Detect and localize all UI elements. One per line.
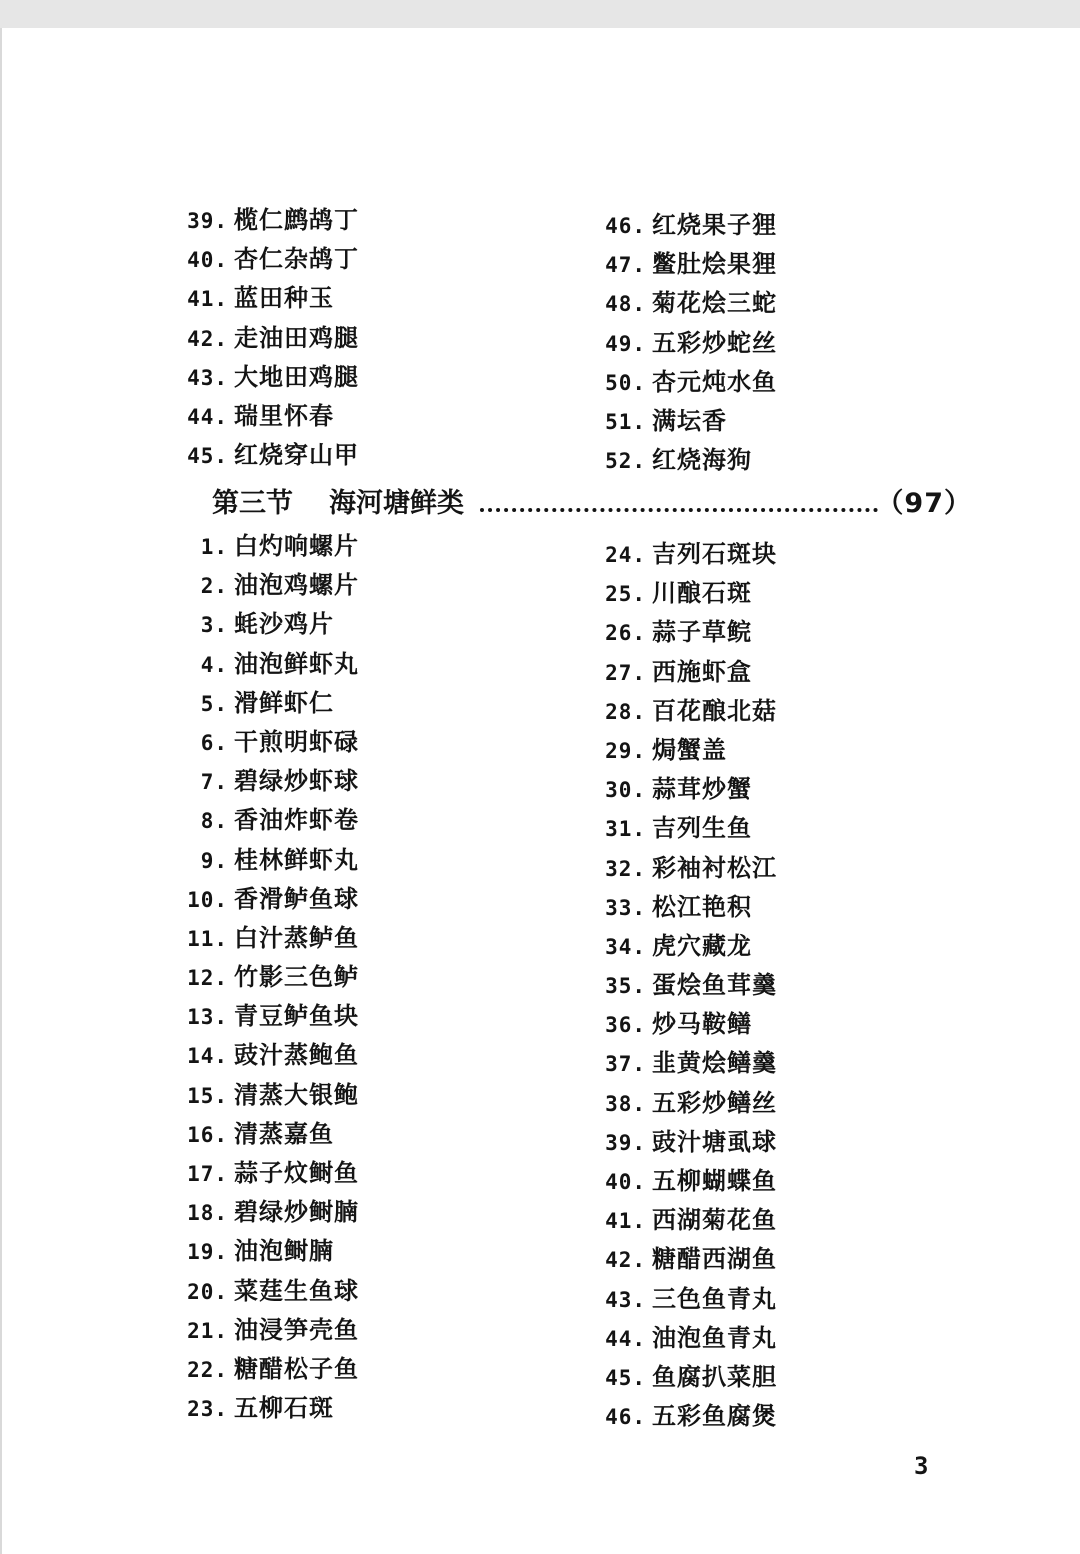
dish-name: 五彩炒鳝丝 [652,1087,777,1117]
list-item [172,996,359,1035]
dish-name: 鳖肚烩果狸 [652,249,777,279]
list-item [172,565,359,604]
dish-name: 榄仁鹧鸪丁 [234,205,359,234]
item-number: 1. [200,535,228,559]
dish-name: 蒜子草鲩 [652,617,752,647]
list-item [172,879,359,918]
item-number: 17. [187,1162,228,1186]
list-item [590,1318,777,1357]
dish-name: 滑鲜虾仁 [234,687,334,717]
list-item [172,800,359,839]
list-item [172,604,359,643]
item-number: 3. [200,613,228,638]
dish-name: 吉列石斑块 [652,539,777,568]
list-item [590,440,777,479]
list-item [590,1004,777,1043]
item-number: 48. [605,292,646,317]
item-number: 2. [200,574,228,599]
dish-name: 鱼腐扒菜胆 [652,1361,777,1391]
list-item [590,323,777,362]
dish-list-right [590,534,777,1435]
section-page-ref: （97） [876,488,972,519]
dish-name: 满坛香 [652,405,727,435]
dish-name: 五柳蝴蝶鱼 [652,1166,777,1195]
dish-name: 川酿石斑 [652,578,752,608]
item-number: 36. [605,1013,646,1038]
dish-name: 碧绿炒鲥腩 [234,1197,359,1227]
list-item [172,396,359,435]
item-number: 45. [605,1365,646,1390]
dish-name: 蒜茸炒蟹 [652,774,752,804]
list-item [172,200,359,239]
item-number: 38. [605,1091,646,1116]
dish-name: 油泡鱼青丸 [652,1322,777,1352]
item-number: 12. [187,966,228,991]
item-number: 19. [187,1240,228,1265]
dish-name: 油浸笋壳鱼 [234,1314,359,1344]
dish-name: 油泡鲜虾丸 [234,648,359,678]
list-item [172,683,359,722]
dish-name: 清蒸大银鲍 [234,1079,359,1109]
item-number: 39. [187,209,228,233]
item-number: 28. [605,699,646,724]
list-item [172,1153,359,1192]
item-number: 42. [605,1248,646,1273]
dish-name: 五彩鱼腐煲 [652,1401,777,1431]
dish-name: 糖醋松子鱼 [234,1353,359,1383]
list-item [172,1114,359,1153]
list-item [590,612,777,651]
list-item [590,205,777,244]
dish-name: 红烧果子狸 [652,210,777,239]
list-item [172,278,359,317]
item-number: 46. [605,214,646,238]
dish-name: 白汁蒸鲈鱼 [234,922,359,952]
list-item [172,918,359,957]
item-number: 16. [187,1122,228,1147]
item-number: 32. [605,856,646,881]
item-number: 50. [605,370,646,395]
item-number: 47. [605,253,646,278]
list-item [172,722,359,761]
item-number: 13. [187,1005,228,1030]
dish-name: 杏仁杂鸪丁 [234,244,359,274]
dish-name: 油泡鸡螺片 [234,570,359,600]
list-item [590,848,777,887]
dish-name: 大地田鸡腿 [234,361,359,391]
item-number: 45. [187,444,228,469]
dish-name: 瑞里怀春 [234,400,334,430]
dish-list-left [172,526,359,1427]
item-number: 40. [187,248,228,273]
dish-name: 干煎明虾碌 [234,726,359,756]
list-item [590,769,777,808]
list-item [590,730,777,769]
item-number: 21. [187,1318,228,1343]
item-number: 44. [605,1326,646,1351]
dish-name: 豉汁蒸鲍鱼 [234,1040,359,1070]
dish-name: 虎穴藏龙 [652,930,752,960]
item-number: 22. [187,1357,228,1382]
item-number: 31. [605,817,646,842]
dish-name: 杏元炖水鱼 [652,366,777,396]
dish-name: 西施虾盒 [652,656,752,686]
item-number: 33. [605,895,646,920]
item-number: 6. [200,730,228,755]
section-heading [212,480,972,528]
list-item [590,1161,777,1200]
list-item [590,926,777,965]
item-number: 51. [605,409,646,434]
list-item [172,357,359,396]
scan-left-edge [0,28,2,1554]
dish-name: 松江艳积 [652,891,752,921]
dish-name: 五柳石斑 [234,1393,334,1423]
top-list-right [590,205,777,479]
page-number: 3 [914,1452,929,1480]
dish-name: 五彩炒蛇丝 [652,327,777,357]
list-item [590,691,777,730]
list-item [172,1388,359,1427]
item-number: 44. [187,404,228,429]
section-title: 海河塘鲜类 [329,488,464,519]
list-item [172,526,359,565]
list-item [590,1083,777,1122]
item-number: 11. [187,926,228,951]
list-item [590,1357,777,1396]
item-number: 35. [605,974,646,999]
dish-name: 菜莛生鱼球 [234,1275,359,1305]
list-item [590,887,777,926]
list-item [172,1075,359,1114]
list-item [172,644,359,683]
dish-name: 蓝田种玉 [234,283,334,313]
dish-name: 吉列生鱼 [652,813,752,843]
list-item [172,435,359,474]
dish-name: 豉汁塘虱球 [652,1126,777,1156]
item-number: 26. [605,621,646,646]
dish-name: 清蒸嘉鱼 [234,1118,334,1148]
dish-name: 红烧海狗 [652,445,752,475]
list-item [590,1396,777,1435]
item-number: 41. [605,1209,646,1234]
top-list-left [172,200,359,474]
list-item [172,1310,359,1349]
dish-name: 西湖菊花鱼 [652,1205,777,1235]
dish-name: 蚝沙鸡片 [234,609,334,639]
dish-name: 竹影三色鲈 [234,962,359,992]
item-number: 10. [187,887,228,912]
dish-name: 碧绿炒虾球 [234,766,359,796]
item-number: 30. [605,778,646,803]
item-number: 24. [605,543,646,567]
dish-name: 油泡鲥腩 [234,1236,334,1266]
list-item [172,1349,359,1388]
item-number: 41. [187,287,228,312]
list-item [172,761,359,800]
item-number: 37. [605,1052,646,1077]
list-item [590,401,777,440]
list-item [590,652,777,691]
dish-name: 三色鱼青丸 [652,1283,777,1313]
dish-name: 青豆鲈鱼块 [234,1001,359,1031]
dish-name: 糖醋西湖鱼 [652,1244,777,1274]
item-number: 42. [187,326,228,351]
list-item [172,1231,359,1270]
dish-name: 白灼响螺片 [234,531,359,560]
item-number: 34. [605,934,646,959]
list-item [590,1200,777,1239]
list-item [590,244,777,283]
list-item [172,840,359,879]
list-item [590,1279,777,1318]
dish-name: 彩袖衬松江 [652,852,777,882]
list-item [590,1043,777,1082]
item-number: 29. [605,738,646,763]
list-item [590,808,777,847]
list-item [590,283,777,322]
list-item [172,318,359,357]
item-number: 20. [187,1279,228,1304]
dish-name: 红烧穿山甲 [234,440,359,470]
scan-top-margin [0,0,1080,28]
item-number: 9. [200,848,228,873]
list-item [590,573,777,612]
item-number: 43. [187,365,228,390]
dish-name: 香油炸虾卷 [234,805,359,835]
item-number: 15. [187,1083,228,1108]
dish-name: 菊花烩三蛇 [652,288,777,318]
item-number: 7. [200,770,228,795]
leader-dots [480,508,878,512]
item-number: 40. [605,1170,646,1194]
list-item [590,1122,777,1161]
dish-name: 焗蟹盖 [652,734,727,764]
item-number: 4. [200,652,228,677]
list-item [590,1239,777,1278]
dish-name: 桂林鲜虾丸 [234,844,359,874]
list-item [172,957,359,996]
list-item [172,1035,359,1074]
item-number: 23. [187,1397,228,1422]
item-number: 18. [187,1201,228,1226]
dish-name: 香滑鲈鱼球 [234,883,359,913]
item-number: 46. [605,1405,646,1430]
dish-name: 走油田鸡腿 [234,322,359,352]
item-number: 49. [605,331,646,356]
list-item [172,239,359,278]
dish-name: 蒜子炆鲥鱼 [234,1158,359,1187]
item-number: 52. [605,449,646,474]
item-number: 25. [605,582,646,607]
section-label: 第三节 [212,488,293,519]
list-item [172,1271,359,1310]
item-number: 5. [200,691,228,716]
list-item [590,965,777,1004]
item-number: 39. [605,1130,646,1155]
item-number: 8. [200,809,228,834]
item-number: 14. [187,1044,228,1069]
dish-name: 炒马鞍鳝 [652,1009,752,1039]
dish-name: 蛋烩鱼茸羹 [652,970,777,1000]
list-item [590,534,777,573]
item-number: 27. [605,660,646,685]
list-item [172,1192,359,1231]
item-number: 43. [605,1287,646,1312]
dish-name: 百花酿北菇 [652,695,777,725]
list-item [590,362,777,401]
dish-name: 韭黄烩鳝羹 [652,1048,777,1078]
